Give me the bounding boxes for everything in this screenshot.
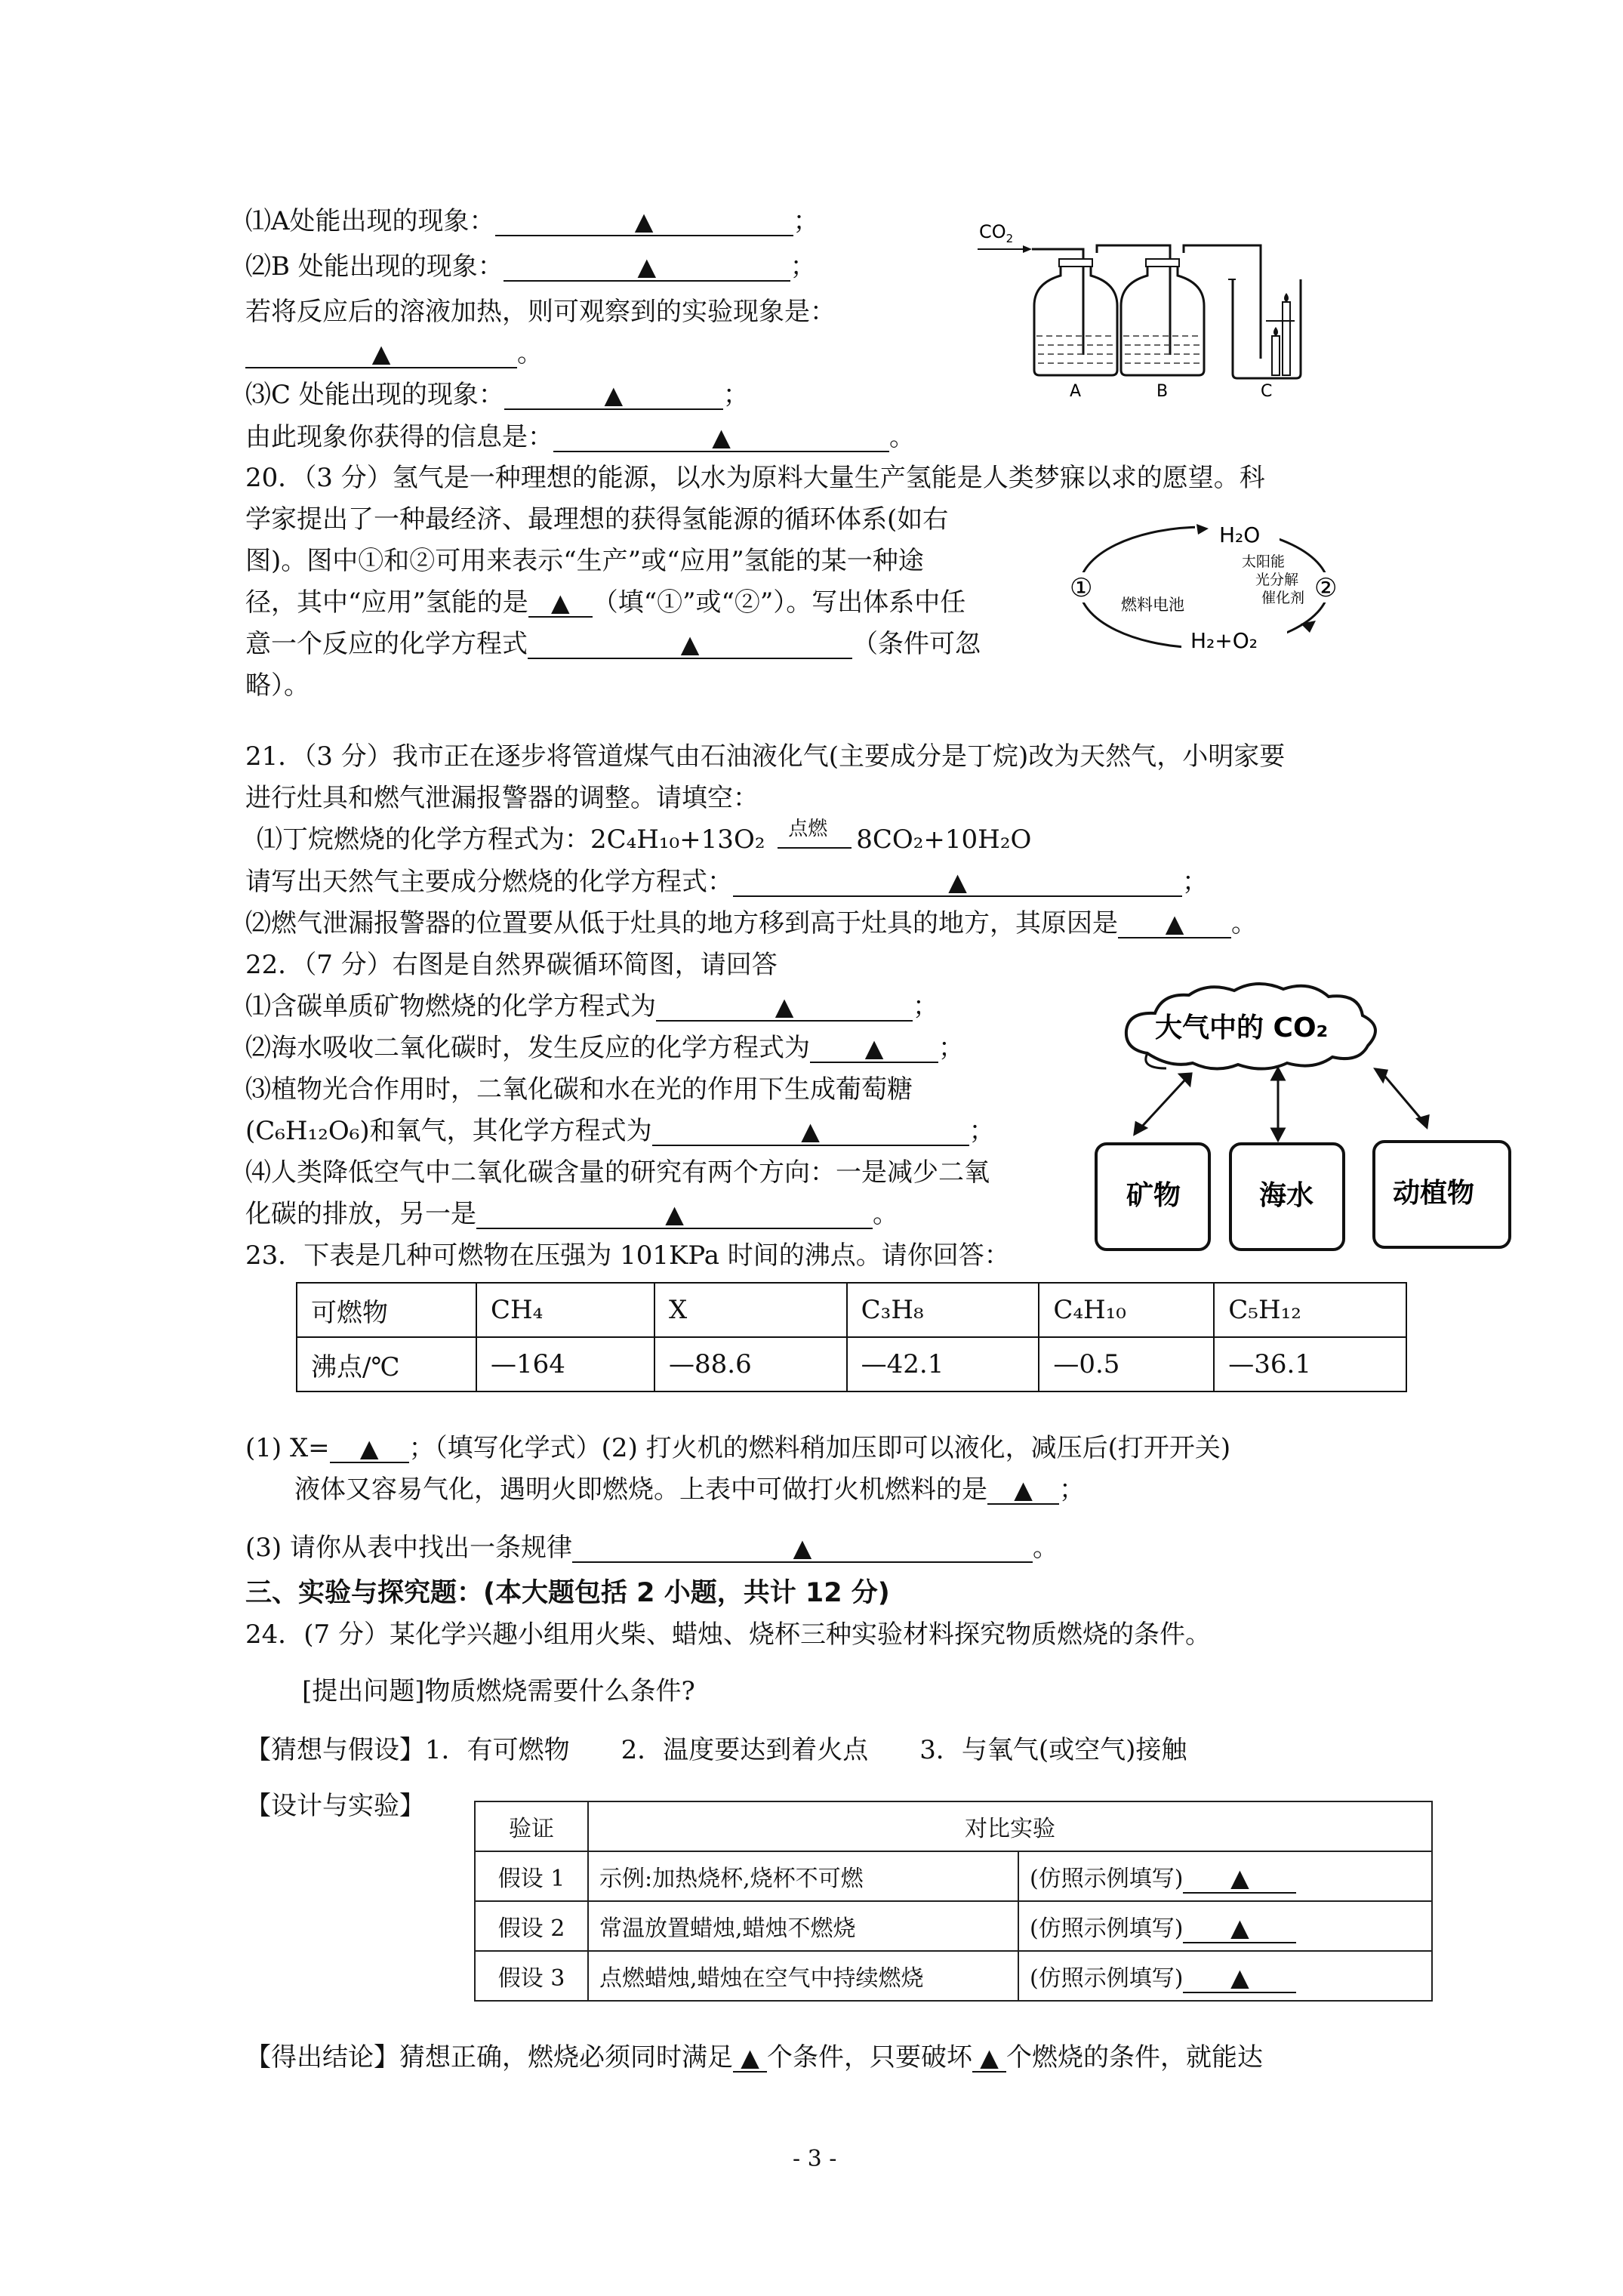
q23-line-3: 液体又容易气化，遇明火即燃烧。上表中可做打火机燃料的是 ▲ ； (294, 1475, 1085, 1505)
q23-line-4: (3) 请你从表中找出一条规律 ▲ 。 (245, 1533, 1058, 1563)
q19-b-line: ⑵B 处能出现的现象： ▲ ； (245, 251, 816, 282)
q19-c-line: ⑶C 处能出现的现象： ▲ ； (245, 380, 749, 410)
hydrogen-cycle-figure (1061, 506, 1340, 668)
h2o-label: H₂O (1219, 522, 1261, 547)
page-number: - 3 - (793, 2146, 837, 2172)
answer-blank[interactable]: ▲ (476, 1200, 873, 1229)
q24-design-label: 【设计与实验】 (245, 1791, 425, 1821)
answer-blank[interactable]: ▲ (656, 993, 913, 1022)
label-c: C (1261, 382, 1273, 400)
solar-label: 太阳能 (1242, 553, 1286, 570)
table-cell: 沸点/℃ (297, 1337, 476, 1391)
table-cell: (仿照示例填写) ▲ (1018, 1901, 1432, 1951)
flora-fauna-box-label: 动植物 (1393, 1178, 1475, 1209)
photolysis-label: 光分解 (1255, 572, 1299, 588)
table-cell: 假设 3 (475, 1951, 588, 2001)
q21-line-4: 请写出天然气主要成分燃烧的化学方程式： ▲ ； (245, 867, 1208, 897)
q21-line-2: 进行灶具和燃气泄漏报警器的调整。请填空： (245, 783, 759, 813)
table-cell: C₅H₁₂ (1214, 1283, 1406, 1337)
label-b: B (1156, 382, 1169, 400)
answer-blank[interactable]: ▲ (652, 1117, 969, 1146)
answer-blank[interactable]: ▲ (330, 1435, 409, 1463)
table-cell: 验证 (475, 1801, 588, 1851)
answer-blank[interactable]: ▲ (733, 868, 1182, 897)
table-cell: C₃H₈ (847, 1283, 1039, 1337)
answer-blank[interactable]: ▲ (733, 2044, 767, 2073)
q21-line-1: 21．（3 分）我市正在逐步将管道煤气由石油液化气(主要成分是丁烷)改为天然气，小明家要 (245, 741, 1286, 772)
table-row (475, 1801, 1432, 1851)
table-row (475, 1901, 1432, 1951)
q22-line-7: 化碳的排放，另一是 ▲ 。 (245, 1199, 898, 1229)
answer-blank[interactable]: ▲ (1183, 1913, 1296, 1943)
answer-blank[interactable]: ▲ (987, 1476, 1059, 1505)
table-row (475, 1951, 1432, 2001)
table-cell: (仿照示例填写) ▲ (1018, 1851, 1432, 1901)
table-cell: 假设 2 (475, 1901, 588, 1951)
q20-line-5: 意一个反应的化学方程式 ▲ （条件可忽 (245, 629, 981, 659)
table-cell: 假设 1 (475, 1851, 588, 1901)
table-cell: —42.1 (847, 1337, 1039, 1391)
q19-info-line: 由此现象你获得的信息是： ▲ 。 (245, 422, 915, 452)
q22-line-3: ⑵海水吸收二氧化碳时，发生反应的化学方程式为 ▲ ； (245, 1033, 964, 1063)
q22-line-6: ⑷人类降低空气中二氧化碳含量的研究有两个方向：一是减少二氧 (245, 1157, 990, 1188)
table-cell: CH₄ (476, 1283, 654, 1337)
q23-line-1: 23．下表是几种可燃物在压强为 101KPa 时间的沸点。请你回答： (245, 1240, 1010, 1271)
table-cell: —0.5 (1039, 1337, 1214, 1391)
q24-conclusion: 【得出结论】猜想正确，燃烧必须同时满足 ▲ 个条件，只要破坏 ▲ 个燃烧的条件，就能达 (245, 2042, 1263, 2073)
q20-line-2: 学家提出了一种最经济、最理想的获得氢能源的循环体系(如右 (245, 504, 949, 535)
q22-line-5: (C₆H₁₂O₆)和氧气，其化学方程式为 ▲ ； (245, 1116, 995, 1146)
table-cell: 可燃物 (297, 1283, 476, 1337)
circle-2-label: ② (1314, 573, 1338, 603)
answer-blank[interactable]: ▲ (572, 1534, 1033, 1563)
q20-line-1: 20．（3 分）氢气是一种理想的能源，以水为原料大量生产氢能是人类梦寐以求的愿望。科 (245, 463, 1265, 493)
q20-line-4: 径，其中“应用”氢能的是 ▲ （填“①”或“②”）。写出体系中任 (245, 587, 966, 618)
mineral-box-label: 矿物 (1126, 1180, 1181, 1211)
table-cell: 对比实验 (588, 1801, 1432, 1851)
answer-blank[interactable]: ▲ (1118, 910, 1231, 938)
q22-line-4: ⑶植物光合作用时，二氧化碳和水在光的作用下生成葡萄糖 (245, 1074, 913, 1105)
table-row (297, 1337, 1406, 1391)
table-cell: —36.1 (1214, 1337, 1406, 1391)
table-cell: C₄H₁₀ (1039, 1283, 1214, 1337)
fuel-cell-label: 燃料电池 (1121, 596, 1184, 614)
answer-blank[interactable]: ▲ (1183, 1863, 1296, 1894)
label-a: A (1070, 382, 1082, 400)
q19-heat-answer: ▲ 。 (245, 338, 543, 368)
table-cell: 点燃蜡烛,蜡烛在空气中持续燃烧 (588, 1951, 1018, 2001)
cloud-label: 大气中的 CO₂ (1155, 1012, 1329, 1043)
q19-a-line: ⑴A处能出现的现象： ▲ ； (245, 206, 819, 236)
circle-1-label: ① (1070, 573, 1093, 603)
table-cell: 示例:加热烧杯,烧杯不可燃 (588, 1851, 1018, 1901)
q20-line-6: 略）。 (245, 670, 310, 701)
reaction-condition: 点燃 (773, 824, 856, 855)
table-cell: X (654, 1283, 847, 1337)
seawater-box-label: 海水 (1259, 1180, 1314, 1211)
gas-bottles-figure (978, 215, 1332, 400)
q21-line-5: ⑵燃气泄漏报警器的位置要从低于灶具的地方移到高于灶具的地方，其原因是 ▲ 。 (245, 908, 1257, 938)
catalyst-label: 催化剂 (1261, 590, 1305, 606)
answer-blank[interactable]: ▲ (553, 424, 889, 452)
q21-butane-equation: ⑴丁烷燃烧的化学方程式为：2C₄H₁₀+13O₂ 点燃 8CO₂+10H₂O (257, 818, 1032, 855)
q24-hypothesis: 【猜想与假设】1．有可燃物 2．温度要达到着火点 3．与氧气(或空气)接触 (245, 1735, 1187, 1765)
q24-question: [提出问题]物质燃烧需要什么条件? (302, 1676, 695, 1706)
q22-line-1: 22．（7 分）右图是自然界碳循环简图，请回答 (245, 950, 778, 980)
q19-heat-line: 若将反应后的溶液加热，则可观察到的实验现象是： (245, 297, 836, 327)
q23-line-2: (1) X= ▲ ；（填写化学式）(2) 打火机的燃料稍加压即可以液化，减压后(打开开关) (245, 1433, 1231, 1463)
table-cell: —88.6 (654, 1337, 847, 1391)
carbon-cycle-figure (1095, 974, 1517, 1268)
answer-blank[interactable]: ▲ (1183, 1963, 1296, 1993)
answer-blank[interactable]: ▲ (504, 381, 723, 410)
h2-o2-label: H₂+O₂ (1190, 628, 1258, 653)
answer-blank[interactable]: ▲ (528, 589, 593, 618)
table-cell: 常温放置蜡烛,蜡烛不燃烧 (588, 1901, 1018, 1951)
co2-label: $CO_2$ (979, 221, 1014, 245)
answer-blank[interactable]: ▲ (972, 2044, 1006, 2073)
q22-line-2: ⑴含碳单质矿物燃烧的化学方程式为 ▲ ； (245, 991, 938, 1022)
answer-blank[interactable]: ▲ (495, 208, 793, 236)
answer-blank[interactable]: ▲ (810, 1034, 938, 1063)
table-cell: (仿照示例填写) ▲ (1018, 1951, 1432, 2001)
boiling-point-table (296, 1282, 1407, 1392)
table-row (297, 1283, 1406, 1337)
answer-blank[interactable]: ▲ (245, 340, 517, 368)
experiment-table (474, 1801, 1433, 2002)
answer-blank[interactable]: ▲ (504, 253, 790, 282)
answer-blank[interactable]: ▲ (528, 630, 852, 659)
table-row (475, 1851, 1432, 1901)
table-cell: —164 (476, 1337, 654, 1391)
q24-line-1: 24．(7 分）某化学兴趣小组用火柴、蜡烛、烧杯三种实验材料探究物质燃烧的条件。 (245, 1620, 1211, 1650)
q20-line-3: 图)。图中①和②可用来表示“生产”或“应用”氢能的某一种途 (245, 546, 924, 576)
section-3-title: 三、实验与探究题：(本大题包括 2 小题，共计 12 分) (245, 1578, 890, 1608)
